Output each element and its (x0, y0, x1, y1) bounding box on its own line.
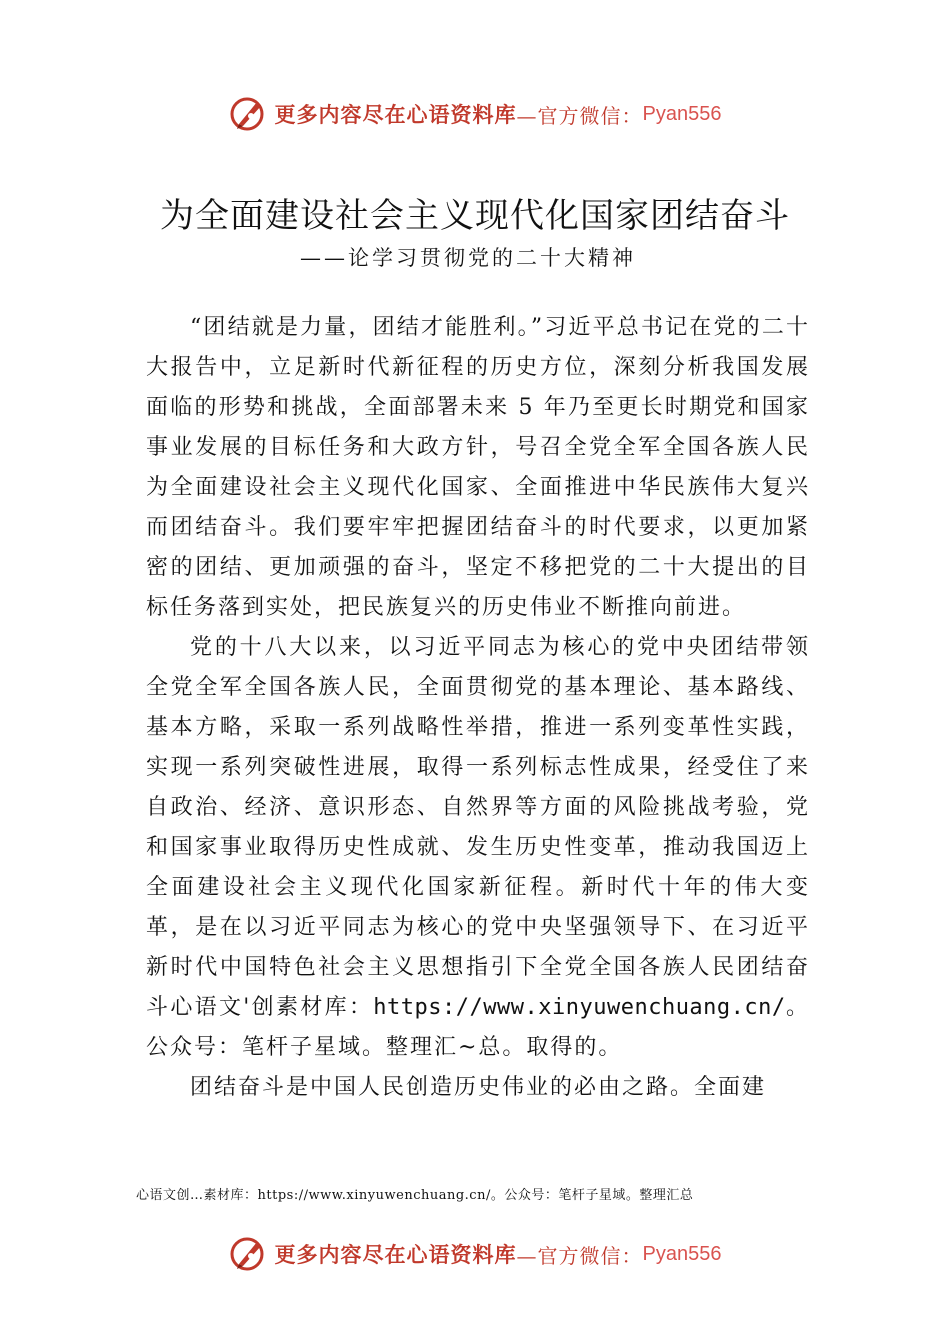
article-body (146, 308, 810, 1108)
paragraph-1: “团结就是力量，团结才能胜利。”习近平总书记在党的二十大报告中，立足新时代新征程的历史方位，深刻分析我国发展面临的形势和挑战，全面部署未来 5 年乃至更长时期党和国家事业发展的目标任务和大政方针，号召全党全军全国各族人民为全面建设社会主义现代化国家、全面推进中华民族伟大复兴而团结奋斗。我们要牢牢把握团结奋斗的时代要求，以更加紧密的团结、更加顽强的奋斗，坚定不移把党的二十大提出的目标任务落到实处，把民族复兴的历史伟业不断推向前进。 (146, 315, 810, 620)
banner-sub-text: —官方微信： (516, 1243, 643, 1268)
paragraph-2-tail: 。公众号：笔杆子星域。整理汇~总。取得的。 (146, 995, 810, 1060)
paragraph-2-url: https://www.xinyuwenchuang.cn/ (373, 995, 786, 1020)
document-title: 为全面建设社会主义现代化国家团结奋斗 (160, 196, 790, 236)
document-subtitle: ——论学习贯彻党的二十大精神 (300, 246, 636, 270)
banner-main-text: 更多内容尽在心语资料库 (274, 1242, 517, 1267)
paragraph-2 (146, 628, 810, 1068)
banner-wechat-handle: Pyan556 (642, 102, 722, 125)
paragraph-3: 团结奋斗是中国人民创造历史伟业的必由之路。全面建 (190, 1075, 767, 1100)
quill-logo-icon (229, 1234, 269, 1274)
header-banner (0, 92, 950, 136)
banner-main-text: 更多内容尽在心语资料库 (274, 102, 517, 127)
footer-banner (0, 1232, 950, 1276)
banner-sub-text: —官方微信： (516, 103, 643, 128)
page-footer-note: 心语文创…素材库：https://www.xinyuwenchuang.cn/。公众号：笔杆子星域。整理汇总 (136, 1188, 694, 1203)
banner-wechat-handle: Pyan556 (642, 1242, 722, 1265)
quill-logo-icon (229, 94, 269, 134)
paragraph-2-text: 党的十八大以来，以习近平同志为核心的党中央团结带领全党全军全国各族人民，全面贯彻党的基本理论、基本路线、基本方略，采取一系列战略性举措，推进一系列变革性实践，实现一系列突破性进展，取得一系列标志性成果，经受住了来自政治、经济、意识形态、自然界等方面的风险挑战考验，党和国家事业取得历史性成就、发生历史性变革，推动我国迈上全面建设社会主义现代化国家新征程。新时代十年的伟大变革，是在以习近平同志为核心的党中央坚强领导下、在习近平新时代中国特色社会主义思想指引下全党全国各族人民团结奋斗心语文'创素材库： (146, 635, 810, 1020)
